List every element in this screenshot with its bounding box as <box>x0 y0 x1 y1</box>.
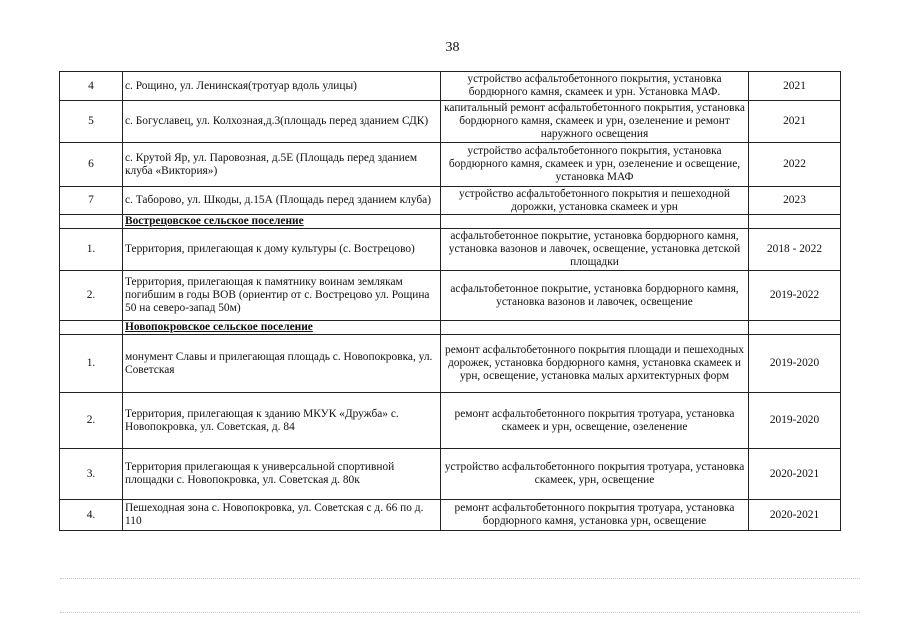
section-title: Новопокровское сельское поселение <box>123 321 441 335</box>
improvement-table <box>59 71 841 531</box>
scan-artifact-line <box>60 578 860 580</box>
row-number: 2. <box>60 393 123 449</box>
row-location: монумент Славы и прилегающая площадь с. Новопокровка, ул. Советская <box>123 335 441 393</box>
table-row <box>60 187 841 215</box>
row-location: Территория прилегающая к универсальной спортивной площадки с. Новопокровка, ул. Советская д. 80к <box>123 449 441 500</box>
row-number: 4. <box>60 500 123 531</box>
table-row <box>60 335 841 393</box>
section-number-cell <box>60 321 123 335</box>
row-location: Территория, прилегающая к зданию МКУК «Дружба» с. Новопокровка, ул. Советская, д. 84 <box>123 393 441 449</box>
table-row <box>60 143 841 187</box>
row-years: 2022 <box>749 143 841 187</box>
row-number: 7 <box>60 187 123 215</box>
row-years: 2019-2022 <box>749 271 841 321</box>
row-number: 1. <box>60 335 123 393</box>
row-years: 2021 <box>749 72 841 101</box>
section-number-cell <box>60 215 123 229</box>
row-number: 4 <box>60 72 123 101</box>
row-location: с. Крутой Яр, ул. Паровозная, д.5Е (Площадь перед зданием клуба «Виктория») <box>123 143 441 187</box>
section-works-cell <box>441 215 749 229</box>
row-works: ремонт асфальтобетонного покрытия площади и пешеходных дорожек, установка бордюрного камня, установка скамеек и урн, освещение, установка малых архитектурных форм <box>441 335 749 393</box>
row-works: устройство асфальтобетонного покрытия, установка бордюрного камня, скамеек и урн, озеленение и освещение, установка МАФ <box>441 143 749 187</box>
row-location: с. Богуславец, ул. Колхозная,д.3(площадь перед зданием СДК) <box>123 101 441 143</box>
row-works: устройство асфальтобетонного покрытия тротуара, установка скамеек, урн, освещение <box>441 449 749 500</box>
row-works: устройство асфальтобетонного покрытия и пешеходной дорожки, установка скамеек и урн <box>441 187 749 215</box>
row-years: 2020-2021 <box>749 500 841 531</box>
row-works: капитальный ремонт асфальтобетонного покрытия, установка бордюрного камня, скамеек и урн, озеленение и ремонт наружного освещения <box>441 101 749 143</box>
row-works: ремонт асфальтобетонного покрытия тротуара, установка скамеек и урн, освещение, озеленение <box>441 393 749 449</box>
section-row <box>60 321 841 335</box>
row-location: Пешеходная зона с. Новопокровка, ул. Советская с д. 66 по д. 110 <box>123 500 441 531</box>
table-row <box>60 500 841 531</box>
row-years: 2023 <box>749 187 841 215</box>
row-location: Территория, прилегающая к дому культуры (с. Вострецово) <box>123 229 441 271</box>
section-years-cell <box>749 321 841 335</box>
row-works: устройство асфальтобетонного покрытия, установка бордюрного камня, скамеек и урн. Установка МАФ. <box>441 72 749 101</box>
section-years-cell <box>749 215 841 229</box>
row-works: асфальтобетонное покрытие, установка бордюрного камня, установка вазонов и лавочек, освещение, установка детской площадки <box>441 229 749 271</box>
row-number: 6 <box>60 143 123 187</box>
row-number: 2. <box>60 271 123 321</box>
section-title: Вострецовское сельское поселение <box>123 215 441 229</box>
row-works: асфальтобетонное покрытие, установка бордюрного камня, установка вазонов и лавочек, освещение <box>441 271 749 321</box>
row-years: 2019-2020 <box>749 335 841 393</box>
table-row <box>60 72 841 101</box>
scan-artifact-line <box>60 612 860 614</box>
table-row <box>60 449 841 500</box>
row-years: 2021 <box>749 101 841 143</box>
section-row <box>60 215 841 229</box>
row-number: 1. <box>60 229 123 271</box>
row-number: 3. <box>60 449 123 500</box>
page-number: 38 <box>445 40 460 55</box>
table-row <box>60 101 841 143</box>
row-location: с. Рощино, ул. Ленинская(тротуар вдоль улицы) <box>123 72 441 101</box>
row-location: с. Таборово, ул. Шкоды, д.15А (Площадь перед зданием клуба) <box>123 187 441 215</box>
row-years: 2019-2020 <box>749 393 841 449</box>
table-row <box>60 393 841 449</box>
table-row <box>60 271 841 321</box>
row-number: 5 <box>60 101 123 143</box>
section-works-cell <box>441 321 749 335</box>
table-row <box>60 229 841 271</box>
row-works: ремонт асфальтобетонного покрытия тротуара, установка бордюрного камня, установка урн, освещение <box>441 500 749 531</box>
row-years: 2020-2021 <box>749 449 841 500</box>
row-years: 2018 - 2022 <box>749 229 841 271</box>
row-location: Территория, прилегающая к памятнику воинам землякам погибшим в годы ВОВ (ориентир от с. Вострецово ул. Рощина 50 на северо-запад 50м) <box>123 271 441 321</box>
